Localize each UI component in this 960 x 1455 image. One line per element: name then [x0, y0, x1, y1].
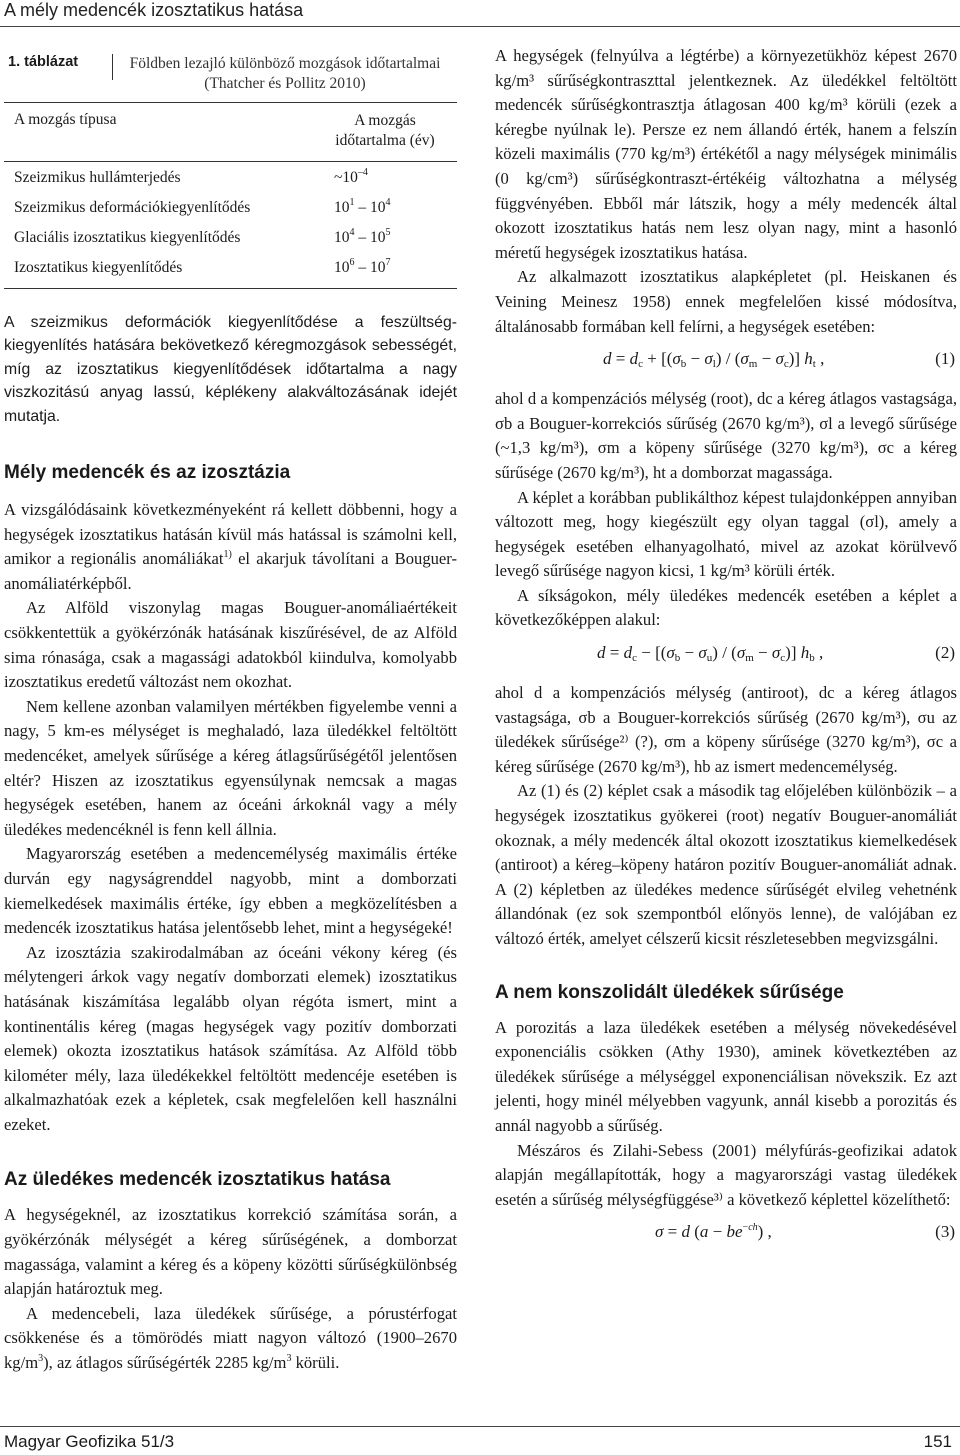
paragraph: A vizsgálódásaink következményeként rá kellett döbbenni, hogy a hegységek izosztatikus hatásán kívül más hatással is számolni kell, amikor a regionális anomáliákat$^{1)}$ el akarjuk távolítani a Bouguer-anomáliatérképből. [4, 500, 457, 593]
header-rule [0, 26, 960, 27]
table-row: Izosztatikus kiegyenlítődés $10^6 - 10^7$ [14, 257, 391, 276]
paragraph: Az izosztázia szakirodalmában az óceáni vékony kéreg (és mélytengeri árkok vagy negatív domborzati elemek) izosztatikus hatásának kiszámítása legalább olyan régóta ismert, mint a kontinentális kéreg (magas hegységek vagy pozitív domborzati elemek) okozta izosztatikus hatások számítása. Az Alföld több kilométer mély, laza üledékekkel feltöltött medencéje esetében is alkalmazhatóak ezek a képletek, csak megfelelően kell használni ezeket. [4, 942, 457, 1134]
caption-bar [112, 54, 113, 80]
col-header-duration: A mozgás időtartalma (év) [335, 112, 435, 149]
paragraph: A hegységeknél, az izosztatikus korrekció számítása során, a gyökérzónák mélységét a kéreg sűrűségének, a domborzat magassága, valamint a kéreg és a köpeny közötti sűrűségkülönbség alapján határoztuk meg. [4, 1205, 457, 1299]
section-body [4, 498, 457, 1137]
equation-2-number: (2) [935, 643, 955, 663]
footer-rule [0, 1426, 960, 1427]
equation-1-number: (1) [935, 349, 955, 369]
left-column [4, 44, 457, 1376]
table-title: Földben lezajló különböző mozgások időtartalmai (Thatcher és Pollitz 2010) [129, 55, 441, 92]
equation-3-number: (3) [935, 1222, 955, 1242]
table-row: Szeizmikus deformációkiegyenlítődés $10^1 - 10^4$ [14, 197, 391, 216]
equation-3 [495, 1212, 957, 1254]
paragraph: A porozitás a laza üledékek esetében a mélység növekedésével exponenciális csökken (Athy 1930), aminek következtében az üledékek sűrűsége a mélységgel exponenciálisan növekszik. Ez azt jelenti, hogy minél mélyebben vagyunk, annál kisebb a porozitás és annál nagyobb a sűrűség. [495, 1017, 957, 1135]
table-row: Glaciális izosztatikus kiegyenlítődés $10^4 - 10^5$ [14, 227, 391, 246]
page-number: 151 [923, 1432, 952, 1451]
table-caption [4, 44, 457, 102]
equation-3-body: σ = d $(a - be^{-ch})$ , [655, 1222, 772, 1242]
right-column [495, 44, 957, 1254]
paragraph: Mészáros és Zilahi-Sebess (2001) mélyfúrás-geofizikai adatok alapján megállapították, hogy a magyarországi vastag üledékek esetén a sűrűség mélységfüggése³⁾ a következő képlettel közelíthető: [495, 1140, 957, 1209]
table-bottom-rule [4, 288, 457, 289]
paragraph: Magyarország esetében a medencemélység maximális értéke durván egy nagyságrenddel nagyobb, mint a domborzati kiemelkedések maximális értéke, így ebben a megközelítésben a medencék izosztatikus hatása jelentősebb lehet, mint a hegységeké! [4, 844, 457, 938]
paragraph: A medencebeli, laza üledékek sűrűsége, a pórustérfogat csökkenése és a tömörödés miatt nagyon változó (1900–2670 $kg/m^3$), az átlagos sűrűségérték 2285 $kg/m^3$ körüli. [4, 1303, 457, 1373]
section-title: A nem konszolidált üledékek sűrűsége [495, 981, 844, 1003]
equation-2 [495, 633, 957, 675]
paragraph: Az (1) és (2) képlet csak a második tag előjelében különbözik – a hegységek izosztatikus gyökerei (root) negatív Bouguer-anomáliát okoznak, a mély medencék által okozott izosztatikus kiemelkedések (antiroot) a kéreg–köpeny határon pozitív Bouguer-anomáliát adnak. A (2) képletben az üledékes medence sűrűségét elvileg vehetnénk állandónak (ez sok szempontból előnyös lenne), de valójában ez változó érték, amelyet célszerű kicsit részletesebben megvizsgálni. [495, 781, 957, 948]
journal-footer: Magyar Geofizika 51/3 [4, 1432, 175, 1451]
section-body [4, 1203, 457, 1375]
table-body [4, 162, 457, 284]
paragraph: Az Alföld viszonylag magas Bouguer-anomáliaértékeit csökkentettük a gyökérzónák hatásának kiszűrésével, de az Alföld sima rónasága, csak a magassági adatokból kiindulva, komolyabb izosztatikus eredetű változást nem okozhat. [4, 598, 457, 692]
paragraph: A hegységek (felnyúlva a légtérbe) a környezetükhöz képest 2670 kg/m³ sűrűségkontraszttal jelentkeznek. Az üledékkel feltöltött medencék sűrűségkontrasztja átlagosan 400 kg/m³ körüli (ezek a kéregbe nyúlnak le). Persze ez nem állandó érték, hanem a felszín közeli maximális (770 kg/m³) értékétől a nagy mélységek minimális (0 kg/cm³) sűrűségkontraszt-értékéig változhatna a mélység függvényében. Ebből már látszik, hogy a mély medencék által okozott izosztatikus hatás nem lesz olyan nagy, mint a hasonló méretű hegységek izosztatikus hatása. [495, 46, 957, 262]
equation-2-body: $d = d_c - [(\sigma_b - \sigma_u) / (\sigma_m - \sigma_c)]$ $h_b$ , [597, 643, 824, 665]
section-title: Mély medencék és az izosztázia [4, 462, 291, 484]
col-header-type: A mozgás típusa [14, 111, 117, 128]
paragraph: Nem kellene azonban valamilyen mértékben figyelembe venni a nagy, 5 km-es mélységet is meghaladó, laza üledékkel feltöltött medencéket, amelyek sűrűsége a kéreg átlagsűrűségétől jelentősen eltér? Hiszen az izosztatikus egyensúlynak nemcsak a magas hegységek esetében, hanem az óceáni árkoknál vagy a mély üledékes medencéknél is fenn kell állnia. [4, 696, 457, 839]
paragraph: A síkságokon, mély üledékes medencék esetében a képlet a következőképpen alakul: [495, 585, 957, 630]
paragraph: A képlet a korábban publikálthoz képest tulajdonképpen annyiban változott meg, hogy kiegészült egy olyan taggal (σl), amely a hegységek esetében elhanyagolható, mivel az azokat körülvevő levegő sűrűsége nagyon kicsi, 1 kg/m³ körüli érték. [495, 487, 957, 581]
table-header [4, 103, 457, 161]
paragraph: Az alkalmazott izosztatikus alapképletet (pl. Heiskanen és Veining Meinesz 1958) ennek megfelelően kissé módosítva, általánosabb formában kell felírni, a hegységek esetében: [495, 267, 957, 336]
paragraph: ahol d a kompenzációs mélység (root), dc a kéreg átlagos vastagsága, σb a Bouguer-korrekciós sűrűség (2670 kg/m³), σl a levegő sűrűsége (~1,3 kg/m³), σm a köpeny sűrűsége (3270 kg/m³), σc a kéreg sűrűsége (2670 kg/m³), ht a domborzat magassága. [495, 389, 957, 482]
table-number: 1. táblázat [8, 54, 79, 70]
section-title: Az üledékes medencék izosztatikus hatása [4, 1169, 391, 1191]
table-row: Szeizmikus hullámterjedés $\sim 10^{-4}$ [14, 167, 368, 186]
running-header: A mély medencék izosztatikus hatása [4, 0, 304, 20]
table-note: A szeizmikus deformációk kiegyenlítődése a feszültség-kiegyenlítés hatására bekövetkező kéregmozgások sebességét, míg az izosztatikus kiegyenlítődések időtartalma a nagy viszkozitású anyag lassú, képlékeny alakváltozásának idejét mutatja. [4, 314, 457, 425]
section-body [495, 1016, 957, 1213]
paragraph: ahol d a kompenzációs mélység (antiroot), dc a kéreg átlagos vastagsága, σb a Bouguer-korrekciós sűrűség (2670 kg/m³), σu az üledékek sűrűsége²⁾ (?), σm a köpeny sűrűsége (3270 kg/m³), σc a kéreg sűrűsége (2670 kg/m³), hb az ismert medencemélység. [495, 683, 957, 776]
equation-1 [495, 339, 957, 381]
equation-1-body: $d = d_c + [(\sigma_b - \sigma_l) / (\sigma_m - \sigma_c)]$ $h_t$ , [603, 349, 825, 371]
